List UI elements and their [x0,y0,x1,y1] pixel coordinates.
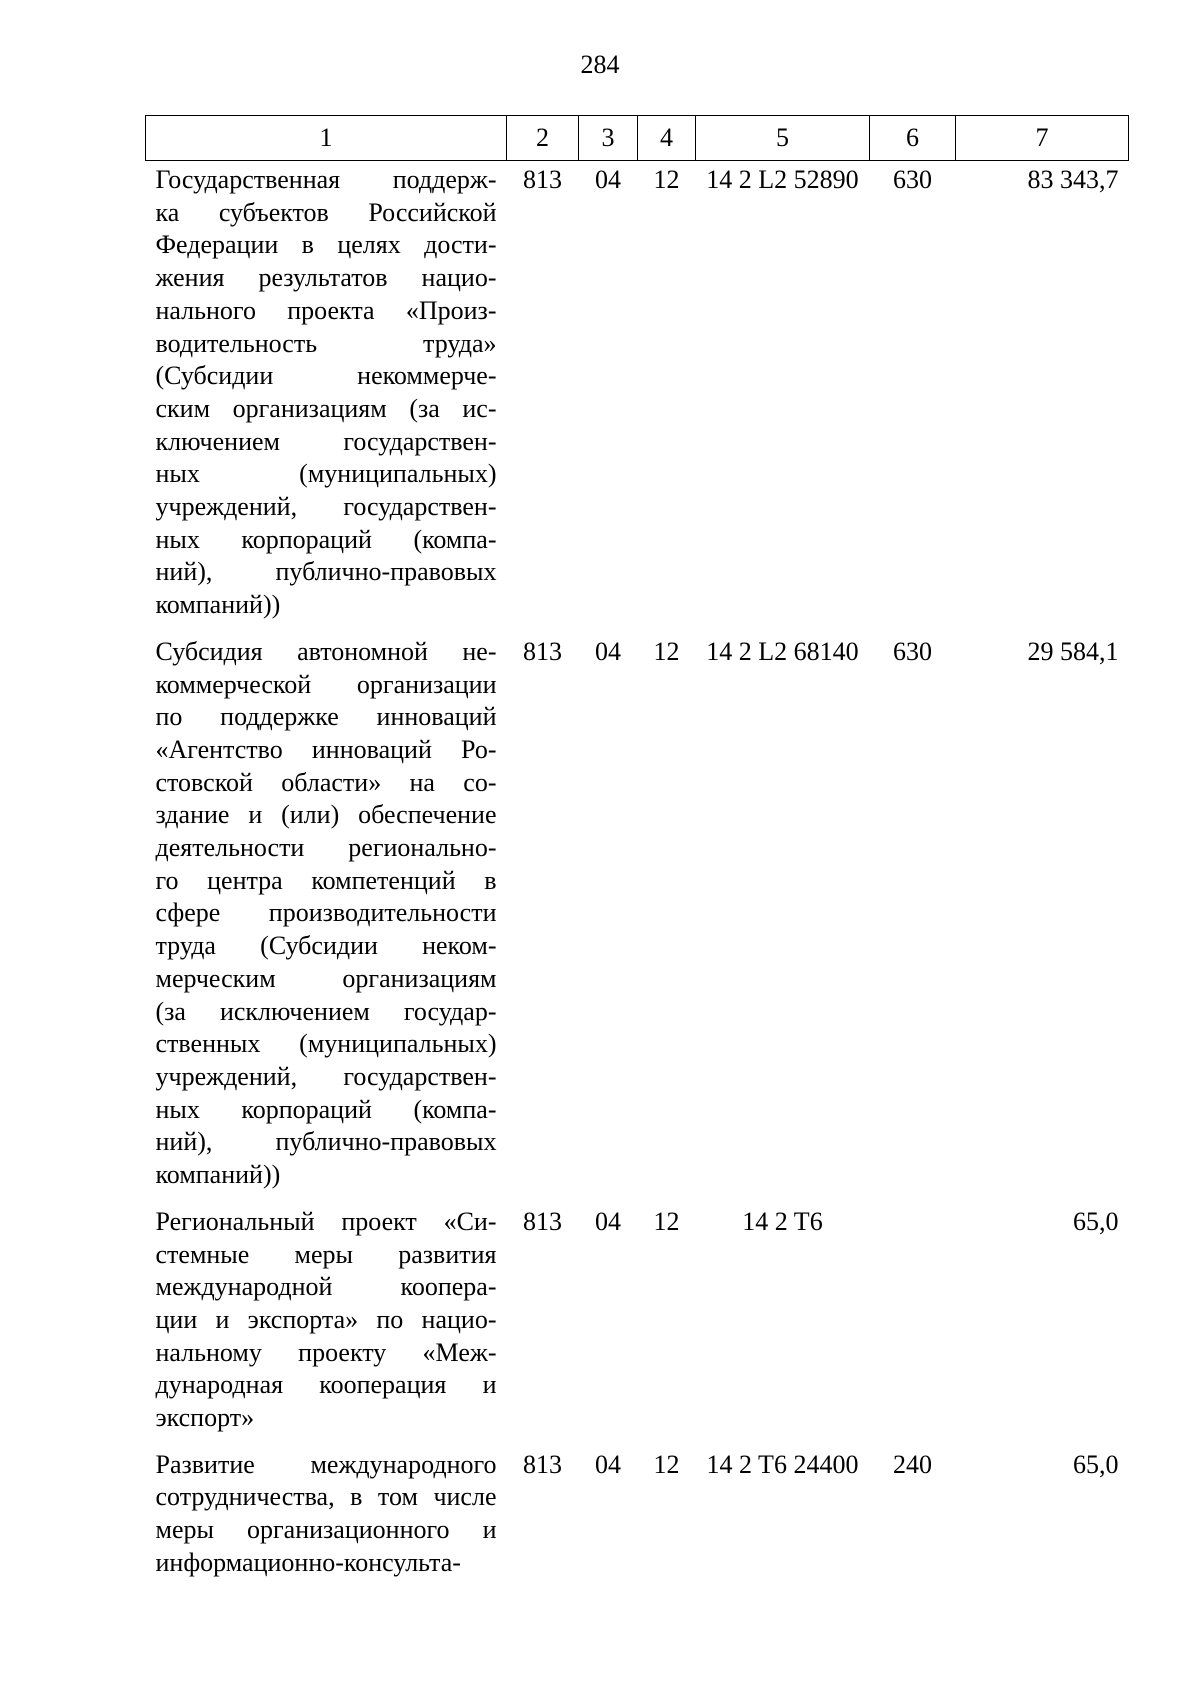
rz-cell: 04 [595,636,621,666]
rz-cell: 04 [595,1449,621,1479]
pr-cell: 12 [653,165,680,194]
csr-cell: 14 2 T6 24400 [706,1449,859,1479]
rz-cell: 04 [595,165,621,194]
name-line: компаний)) [155,1160,281,1190]
name-line: стемные меры развития [155,1239,497,1269]
pr-cell: 12 [653,1206,680,1236]
csr-cell: 14 2 L2 68140 [706,636,859,666]
table-row [146,633,1129,1203]
name-line: «Агентство инноваций Ро- [155,734,497,764]
name-line: экспорт» [155,1403,255,1433]
name-line: учреждений, государствен- [155,492,497,522]
table-header [146,116,1129,161]
name-line: мерческим организациям [155,963,497,993]
name-line: ским организациям (за ис- [155,393,497,423]
name-line: информационно-консульта- [155,1547,461,1577]
name-line: международной коопера- [155,1272,497,1302]
name-line: компаний)) [155,590,281,620]
gr-cell: 813 [523,636,562,666]
name-line: ных (муниципальных) [155,459,497,489]
name-line: нального проекта «Произ- [155,295,497,325]
header-col-3: 3 [579,116,638,161]
csr-cell: 14 2 T6 [742,1206,823,1236]
name-line: учреждений, государствен- [155,1061,497,1091]
name-line: труда (Субсидии неком- [155,931,497,961]
header-col-1: 1 [146,116,507,161]
row-name-cell [146,161,507,633]
name-line: Развитие международного [155,1449,497,1479]
name-line: Государственная поддерж- [155,165,497,194]
header-col-6: 6 [870,116,956,161]
name-line: ний), публично-правовых [155,1127,497,1157]
vr-cell [870,1203,956,1446]
budget-table-container [145,115,1128,1591]
name-line: жения результатов нацио- [155,263,497,293]
page-number: 284 [580,50,620,79]
csr-cell: 14 2 L2 52890 [706,165,859,194]
amount-cell: 65,0 [1073,1449,1119,1479]
vr-cell: 240 [893,1449,932,1479]
pr-cell: 12 [653,636,680,666]
budget-table [145,115,1129,1591]
amount-cell: 29 584,1 [1027,636,1119,666]
name-line: деятельности регионально- [155,833,497,863]
name-line: го центра компетенций в [155,865,497,895]
gr-cell: 813 [523,165,562,194]
row-name-cell [146,1203,507,1446]
name-line: нальному проекту «Меж- [155,1337,497,1367]
header-col-5: 5 [696,116,870,161]
name-line: (Субсидии некоммерче- [155,361,497,391]
table-row [146,1203,1129,1446]
name-line: здание и (или) обеспечение [155,800,497,830]
amount-cell: 83 343,7 [1027,165,1119,194]
name-line: водительность труда» [155,328,497,358]
amount-cell: 65,0 [1073,1206,1119,1236]
rz-cell: 04 [595,1206,621,1236]
name-line: (за исключением государ- [155,996,497,1026]
vr-cell: 630 [893,636,932,666]
vr-cell: 630 [893,165,932,194]
name-line: ственных (муниципальных) [155,1029,497,1059]
name-line: меры организационного и [155,1515,497,1545]
name-line: коммерческой организации [155,669,497,699]
name-line: Региональный проект «Си- [155,1206,497,1236]
header-col-7: 7 [956,116,1129,161]
name-line: ных корпораций (компа- [155,524,497,554]
header-row [146,116,1129,161]
table-row [146,161,1129,633]
table-row [146,1446,1129,1591]
gr-cell: 813 [523,1449,562,1479]
pr-cell: 12 [653,1449,680,1479]
name-line: ключением государствен- [155,426,497,456]
name-line: стовской области» на со- [155,767,497,797]
table-body [146,161,1129,1591]
name-line: ции и экспорта» по нацио- [155,1304,497,1334]
name-line: ных корпораций (компа- [155,1094,497,1124]
name-line: Федерации в целях дости- [155,230,497,260]
header-col-2: 2 [507,116,579,161]
gr-cell: 813 [523,1206,562,1236]
header-col-4: 4 [638,116,696,161]
name-line: сотрудничества, в том числе [155,1482,497,1512]
name-line: дународная кооперация и [155,1370,497,1400]
row-name-cell [146,1446,507,1591]
row-name-cell [146,633,507,1203]
name-line: сфере производительности [155,898,497,928]
name-line: ка субъектов Российской [155,197,497,227]
name-line: по поддержке инноваций [155,702,497,732]
name-line: ний), публично-правовых [155,557,497,587]
name-line: Субсидия автономной не- [155,636,497,666]
